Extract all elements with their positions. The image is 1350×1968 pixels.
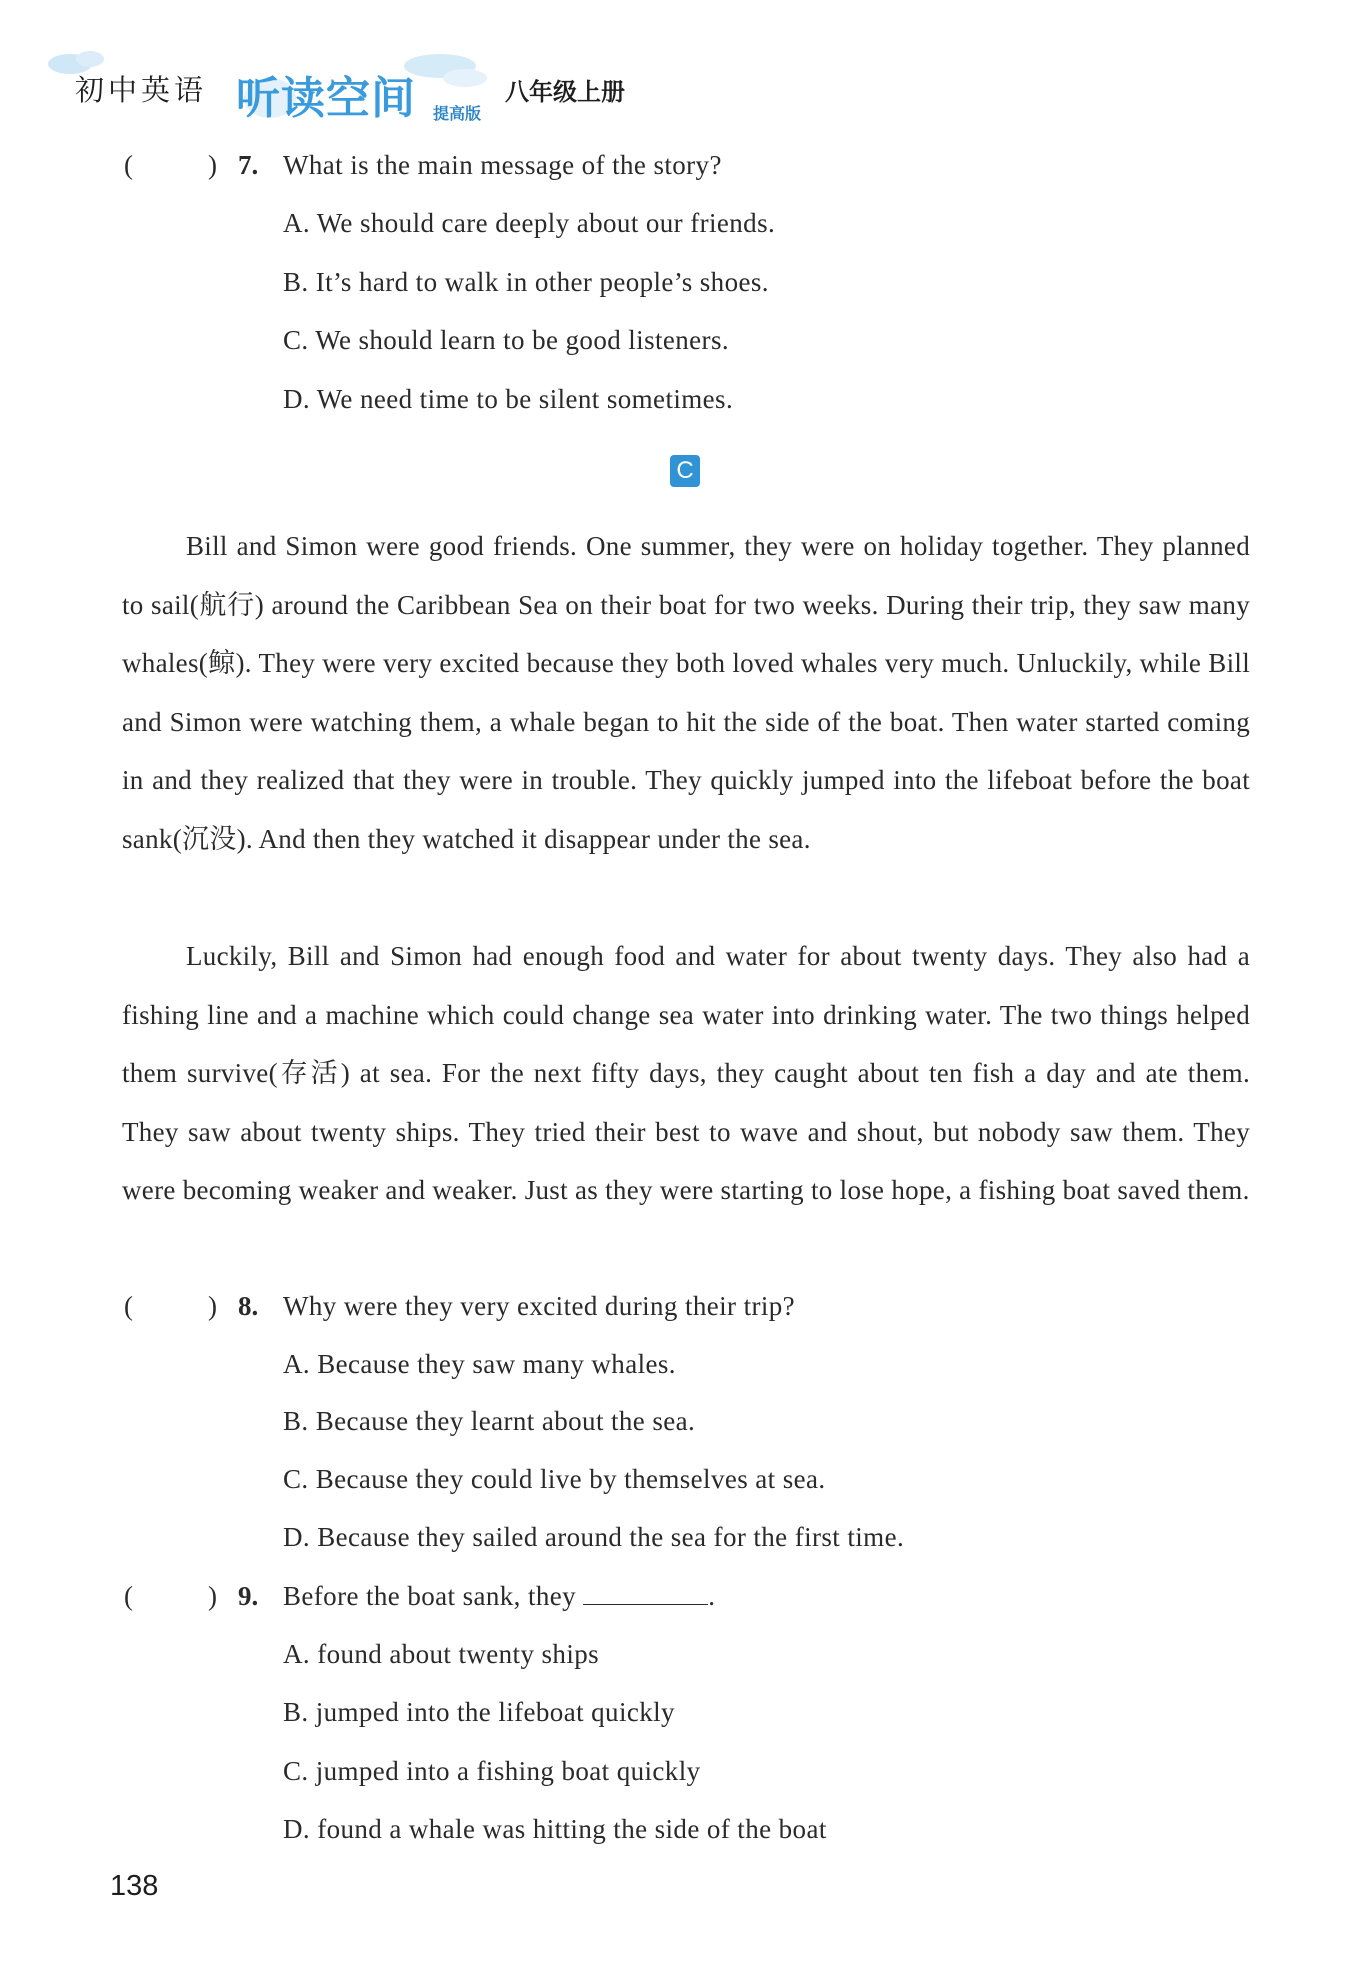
brand-logo: 听读空间	[236, 73, 416, 124]
question-text: Why were they very excited during their trip?	[283, 1291, 796, 1321]
q9-option-a: A. found about twenty ships	[283, 1639, 600, 1669]
question-text-end: .	[708, 1581, 716, 1611]
answer-paren-close: )	[208, 1291, 217, 1321]
answer-paren-open: (	[124, 1291, 133, 1321]
question-text	[283, 1581, 715, 1612]
question-text: What is the main message of the story?	[283, 150, 722, 180]
q7-option-a: A. We should care deeply about our friends.	[283, 208, 776, 238]
passage-paragraph-2: Luckily, Bill and Simon had enough food and water for about twenty days. They also had a fishing line and a machine which could change sea water into drinking water. The two things helped them survive(存活) at sea. For the next fifty days, they caught about ten fish a day and ate them. They saw about twenty ships. They tried their best to wave and shout, but nobody saw them. They were becoming weaker and weaker. Just as they were starting to lose hope, a fishing boat saved them.	[122, 941, 1250, 1205]
q7-option-c: C. We should learn to be good listeners.	[283, 325, 730, 355]
series-title: 初中英语	[75, 73, 208, 107]
answer-blank	[583, 1582, 708, 1605]
answer-paren-open: (	[124, 150, 133, 180]
page-number: 138	[110, 1870, 159, 1902]
q8-option-d: D. Because they sailed around the sea for the first time.	[283, 1522, 905, 1552]
q7-option-d: D. We need time to be silent sometimes.	[283, 384, 734, 414]
passage-paragraph-1: Bill and Simon were good friends. One summer, they were on holiday together. They planned to sail(航行) around the Caribbean Sea on their boat for two weeks. During their trip, they saw many whales(鲸). They were very excited because they both loved whales very much. Unluckily, while Bill and Simon were watching them, a whale began to hit the side of the boat. Then water started coming in and they realized that they were in trouble. They quickly jumped into the lifeboat before the boat sank(沉没). And then they watched it disappear under the sea.	[122, 531, 1250, 854]
q8-option-a: A. Because they saw many whales.	[283, 1349, 676, 1379]
q9-option-d: D. found a whale was hitting the side of the boat	[283, 1814, 827, 1844]
q9-option-b: B. jumped into the lifeboat quickly	[283, 1697, 675, 1727]
grade-label: 八年级上册	[505, 78, 625, 106]
q9-option-c: C. jumped into a fishing boat quickly	[283, 1756, 701, 1786]
answer-paren-close: )	[208, 150, 217, 180]
question-text-body: Before the boat sank, they	[283, 1581, 577, 1611]
question-number: 7.	[238, 150, 259, 180]
section-c-badge: C	[670, 455, 700, 487]
edition-label: 提高版	[433, 104, 482, 123]
q8-option-c: C. Because they could live by themselves at sea.	[283, 1464, 826, 1494]
page-header	[0, 50, 1350, 130]
q7-option-b: B. It’s hard to walk in other people’s shoes.	[283, 267, 769, 297]
answer-paren-open: (	[124, 1581, 133, 1611]
answer-paren-close: )	[208, 1581, 217, 1611]
question-number: 8.	[238, 1291, 259, 1321]
question-number: 9.	[238, 1581, 259, 1611]
q8-option-b: B. Because they learnt about the sea.	[283, 1406, 696, 1436]
